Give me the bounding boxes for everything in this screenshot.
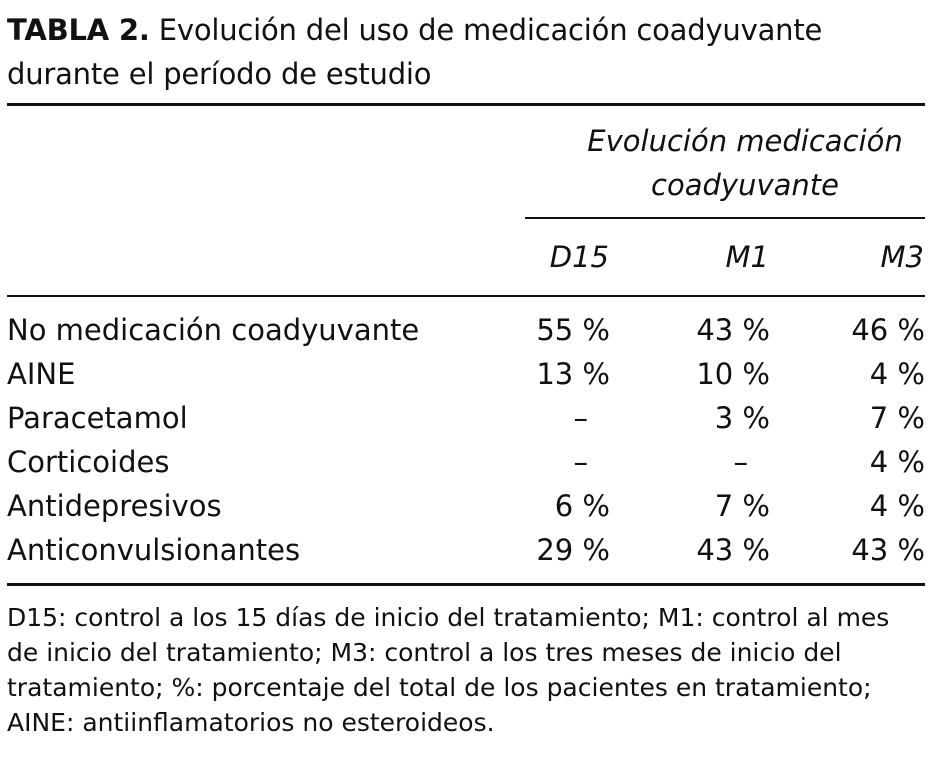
table-figure	[7, 0, 925, 765]
cell-d15: 13 %	[536, 357, 610, 391]
cell-d15: –	[573, 445, 588, 479]
table-footnote: D15: control a los 15 días de inicio del tratamiento; M1: control al mes de inicio del tratamiento; M3: control a los tres meses de inicio del tratamiento; %: porcentaje del total de los pacientes en tratamiento; AINE: antiinflamatorios no esteroideos.	[7, 603, 890, 737]
table-row	[7, 297, 925, 352]
cell-m1: 43 %	[696, 313, 770, 347]
table-row	[7, 352, 925, 396]
table-title-line2: durante el período de estudio	[7, 57, 432, 91]
group-header: Evolución medicación coadyuvante	[525, 106, 925, 218]
table-row	[7, 396, 925, 440]
bottom-rule	[7, 583, 925, 586]
row-label: Corticoides	[7, 445, 170, 479]
cell-m3: 46 %	[851, 313, 925, 347]
row-label: No medicación coadyuvante	[7, 313, 420, 347]
row-label: Anticonvulsionantes	[7, 533, 301, 567]
cell-m1: 3 %	[714, 401, 770, 435]
cell-d15: –	[573, 401, 588, 435]
empty-header-cell	[7, 106, 525, 218]
cell-m3: 4 %	[869, 445, 925, 479]
column-header-m1: M1	[725, 240, 769, 274]
table-row	[7, 440, 925, 484]
cell-d15: 55 %	[536, 313, 610, 347]
cell-m1: 43 %	[696, 533, 770, 567]
group-header-row	[7, 106, 925, 218]
column-header-d15: D15	[549, 240, 609, 274]
cell-m1: 7 %	[714, 489, 770, 523]
cell-d15: 29 %	[536, 533, 610, 567]
row-label: AINE	[7, 357, 76, 391]
table-caption	[7, 8, 925, 96]
table-body	[7, 297, 925, 583]
cell-m3: 43 %	[851, 533, 925, 567]
cell-m3: 4 %	[869, 489, 925, 523]
empty-subheader-cell	[7, 218, 525, 295]
data-table	[7, 106, 925, 583]
table-row	[7, 528, 925, 583]
cell-d15: 6 %	[554, 489, 610, 523]
row-label: Antidepresivos	[7, 489, 222, 523]
row-label: Paracetamol	[7, 401, 188, 435]
table-row	[7, 484, 925, 528]
table-title: Evolución del uso de medicación coadyuvante	[158, 13, 823, 47]
column-header-m3: M3	[880, 240, 924, 274]
cell-m1: 10 %	[696, 357, 770, 391]
cell-m3: 7 %	[869, 401, 925, 435]
cell-m3: 4 %	[869, 357, 925, 391]
cell-m1: –	[733, 445, 748, 479]
column-header-row	[7, 218, 925, 295]
table-label: TABLA 2.	[7, 13, 150, 47]
